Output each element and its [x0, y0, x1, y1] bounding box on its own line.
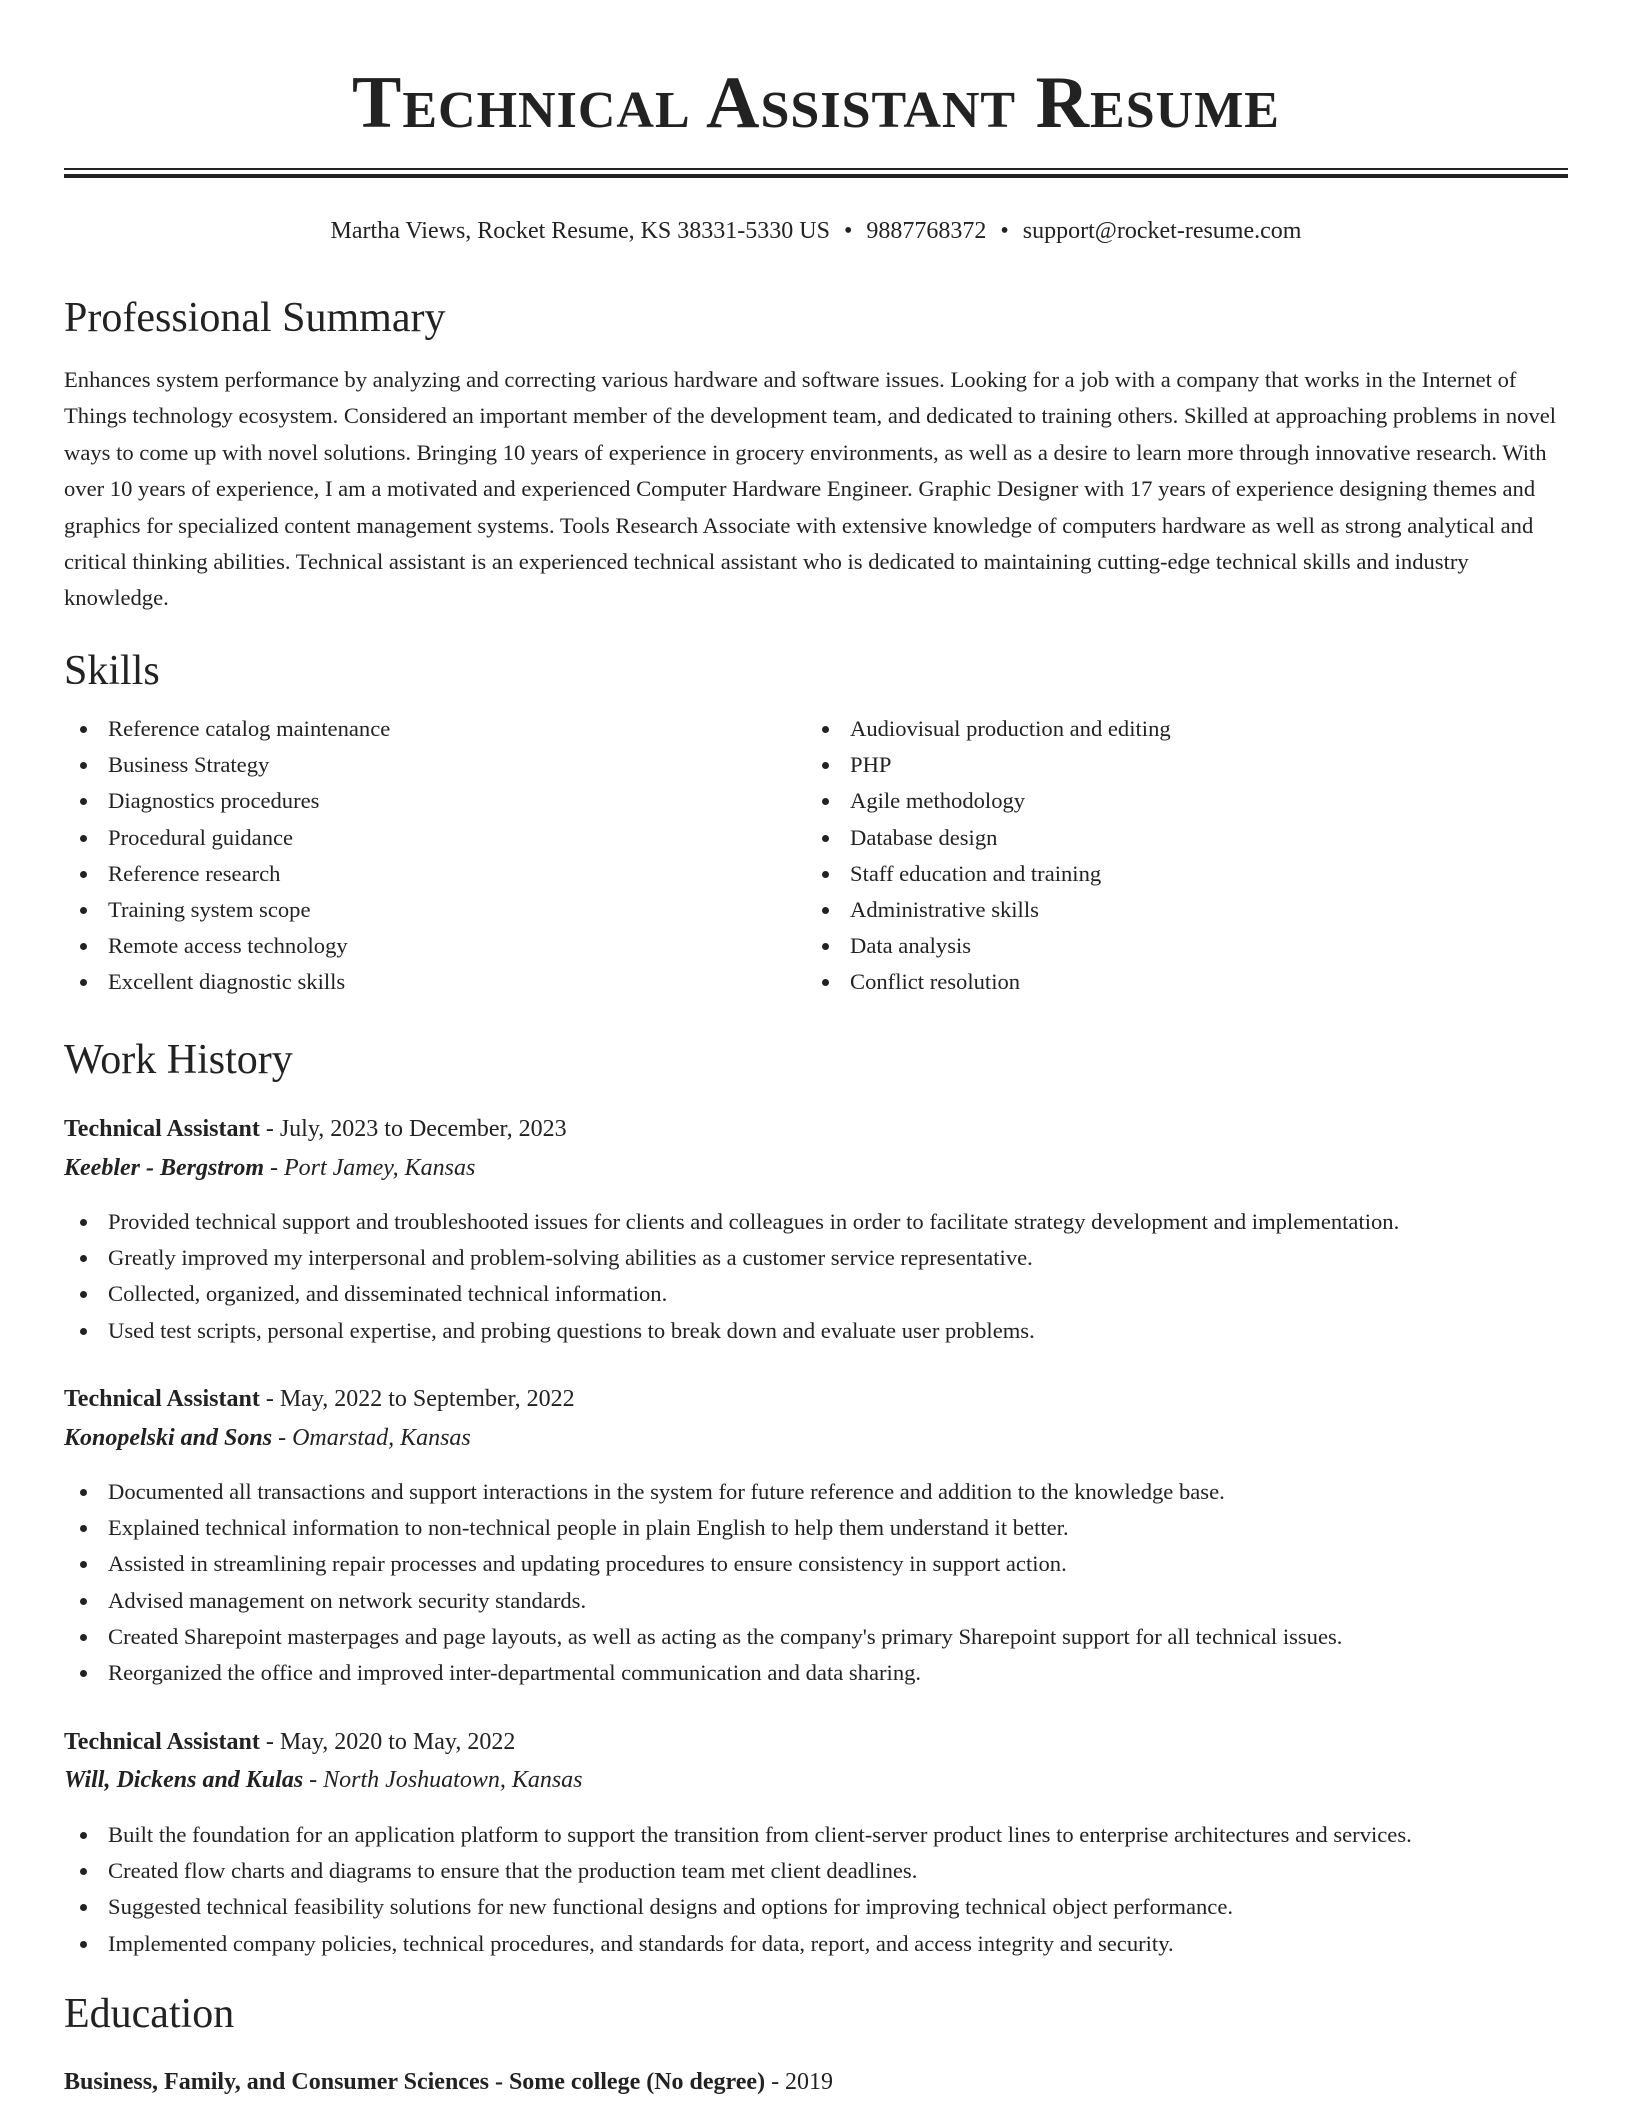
skill-item: Training system scope [64, 892, 390, 928]
job-company: Will, Dickens and Kulas [64, 1767, 304, 1793]
skill-item: Diagnostics procedures [64, 783, 390, 819]
skill-item: Staff education and training [806, 856, 1171, 892]
skill-item: Procedural guidance [64, 820, 390, 856]
skill-item: Data analysis [806, 928, 1171, 964]
job-duty: Assisted in streamlining repair processes and updating procedures to ensure consistency in support action. [64, 1546, 1342, 1582]
job-employer [64, 1761, 583, 1799]
job-company: Keebler - Bergstrom [64, 1155, 264, 1181]
contact-separator: • [843, 218, 853, 244]
job-location: - Omarstad, Kansas [272, 1425, 471, 1451]
contact-address: Martha Views, Rocket Resume, KS 38331-5330 US [330, 218, 830, 244]
skill-item: Conflict resolution [806, 964, 1171, 1000]
job-duty: Advised management on network security standards. [64, 1583, 1342, 1619]
job-duty: Created flow charts and diagrams to ensure that the production team met client deadlines. [64, 1853, 1412, 1889]
skills-list-right [806, 711, 1171, 1001]
skill-item: Administrative skills [806, 892, 1171, 928]
skills-list-left [64, 711, 390, 1001]
skill-item: Reference research [64, 856, 390, 892]
job-header [64, 1723, 515, 1761]
job-title: Technical Assistant [64, 1729, 260, 1755]
job-duties-list [64, 1474, 1342, 1691]
contact-phone: 9887768372 [866, 218, 987, 244]
job-duty: Documented all transactions and support interactions in the system for future reference and addition to the knowledge base. [64, 1474, 1342, 1510]
job-dates: - May, 2020 to May, 2022 [259, 1729, 516, 1755]
job-company: Konopelski and Sons [64, 1425, 273, 1451]
job-duty: Collected, organized, and disseminated technical information. [64, 1276, 1399, 1312]
education-year: - 2019 [765, 2069, 834, 2095]
job-dates: - July, 2023 to December, 2023 [259, 1116, 567, 1142]
job-duty: Reorganized the office and improved inter-departmental communication and data sharing. [64, 1655, 1342, 1691]
job-dates: - May, 2022 to September, 2022 [259, 1386, 575, 1412]
skill-item: Agile methodology [806, 783, 1171, 819]
contact-email: support@rocket-resume.com [1022, 218, 1302, 244]
job-duty: Used test scripts, personal expertise, and probing questions to break down and evaluate user problems. [64, 1313, 1399, 1349]
contact-separator: • [1000, 218, 1009, 244]
job-location: - Port Jamey, Kansas [263, 1155, 476, 1181]
resume-title: Technical Assistant Resume [352, 62, 1280, 144]
job-duties-list [64, 1204, 1399, 1349]
education-heading: Education [64, 1991, 235, 2037]
job-location: - North Joshuatown, Kansas [303, 1767, 583, 1793]
job-duty: Built the foundation for an application platform to support the transition from client-server product lines to enterprise architectures and services. [64, 1817, 1412, 1853]
skill-item: Database design [806, 820, 1171, 856]
skill-item: PHP [806, 747, 1171, 783]
job-employer [64, 1149, 475, 1187]
title-divider-thin [64, 168, 1568, 170]
job-duty: Greatly improved my interpersonal and problem-solving abilities as a customer service representative. [64, 1240, 1399, 1276]
job-duties-list [64, 1817, 1412, 1962]
title-divider-thick [64, 174, 1568, 178]
skill-item: Remote access technology [64, 928, 390, 964]
skills-heading: Skills [64, 648, 160, 694]
job-employer [64, 1419, 471, 1457]
job-header [64, 1110, 567, 1148]
job-title: Technical Assistant [64, 1386, 260, 1412]
skill-item: Audiovisual production and editing [806, 711, 1171, 747]
job-duty: Explained technical information to non-technical people in plain English to help them understand it better. [64, 1510, 1342, 1546]
contact-line [64, 213, 1568, 249]
job-duty: Suggested technical feasibility solutions for new functional designs and options for improving technical object performance. [64, 1889, 1412, 1925]
skill-item: Excellent diagnostic skills [64, 964, 390, 1000]
education-degree: Business, Family, and Consumer Sciences - Some college (No degree) [64, 2069, 766, 2095]
summary-heading: Professional Summary [64, 295, 446, 341]
education-entry [64, 2063, 833, 2101]
job-title: Technical Assistant [64, 1116, 260, 1142]
work-history-heading: Work History [64, 1037, 293, 1083]
job-duty: Created Sharepoint masterpages and page layouts, as well as acting as the company's primary Sharepoint support for all technical issues. [64, 1619, 1342, 1655]
summary-text: Enhances system performance by analyzing and correcting various hardware and software issues. Looking for a job with a company that works in the Internet of Things technology ecosystem. Considered an important member of the development team, and dedicated to training others. Skilled at approaching problems in novel ways to come up with novel solutions. Bringing 10 years of experience in grocery environments, as well as a desire to learn more through innovative research. With over 10 years of experience, I am a motivated and experienced Computer Hardware Engineer. Graphic Designer with 17 years of experience designing themes and graphics for specialized content management systems. Tools Research Associate with extensive knowledge of computers hardware as well as strong analytical and critical thinking abilities. Technical assistant is an experienced technical assistant who is dedicated to maintaining cutting-edge technical skills and industry knowledge. [64, 367, 1557, 611]
job-duty: Provided technical support and troubleshooted issues for clients and colleagues in order to facilitate strategy development and implementation. [64, 1204, 1399, 1240]
skill-item: Business Strategy [64, 747, 390, 783]
skill-item: Reference catalog maintenance [64, 711, 390, 747]
job-duty: Implemented company policies, technical procedures, and standards for data, report, and access integrity and security. [64, 1926, 1412, 1962]
job-header [64, 1380, 575, 1418]
